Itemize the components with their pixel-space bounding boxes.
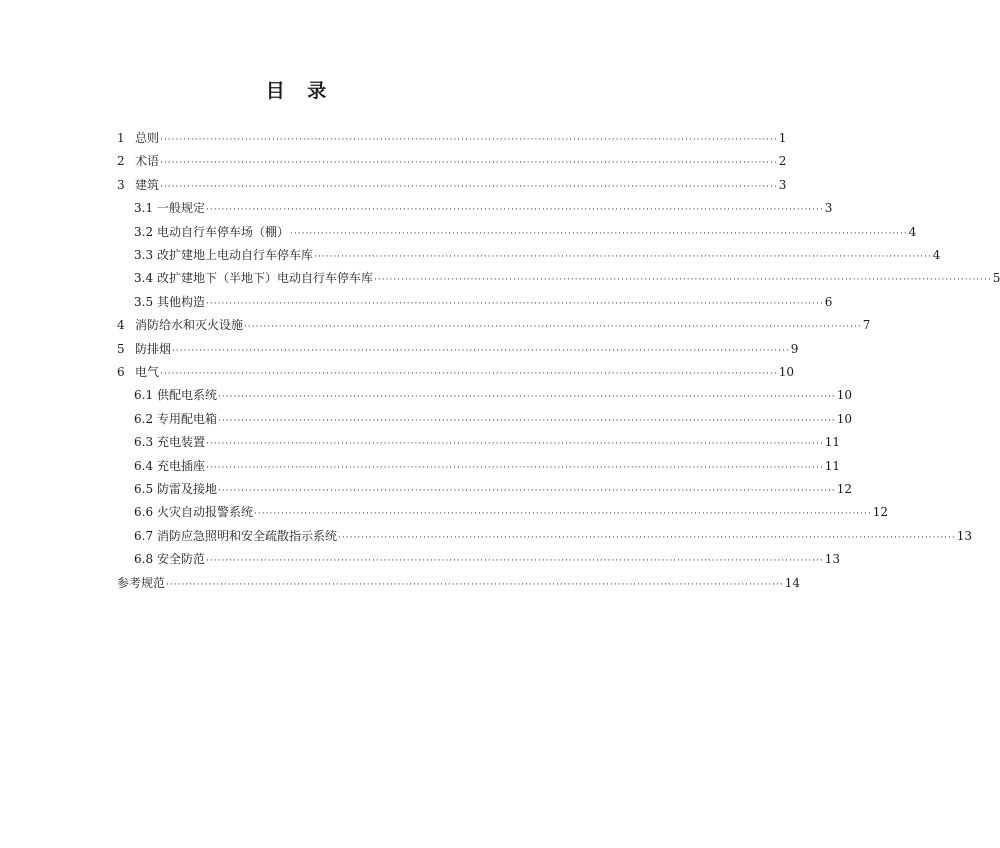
toc-leader-dots: ································································································································································ xyxy=(206,205,824,216)
toc-entry-number: 4 xyxy=(117,318,125,333)
toc-entry-label: 电气 xyxy=(135,365,160,379)
toc-entry[interactable] xyxy=(0,385,853,405)
toc-leader-dots: ································································································································································ xyxy=(160,369,778,379)
toc-leader-dots: ································································································································································ xyxy=(218,415,836,426)
toc-entry[interactable] xyxy=(0,432,841,452)
toc-leader-dots: ································································································································································ xyxy=(338,532,956,543)
toc-entry-page: 5 xyxy=(992,271,1000,286)
toc-leader-dots: ································································································································································ xyxy=(254,509,872,520)
toc-entry-number: 3.1 xyxy=(134,201,154,216)
toc-entry[interactable] xyxy=(0,245,941,265)
toc-leader-dots: ································································································································································ xyxy=(206,556,824,567)
toc-entry-page: 7 xyxy=(862,318,871,333)
toc-entry-label: 充电插座 xyxy=(157,458,206,473)
toc-leader-dots: ································································································································································ xyxy=(218,392,836,403)
toc-entry-label: 安全防范 xyxy=(157,552,206,567)
toc-title: 目 录 xyxy=(265,80,335,102)
toc-entry[interactable] xyxy=(0,292,833,312)
toc-entry[interactable] xyxy=(0,315,871,335)
toc-entry-number: 5 xyxy=(117,341,125,356)
toc-entry-label: 改扩建地上电动自行车停车库 xyxy=(157,248,314,262)
toc-entry[interactable] xyxy=(0,456,841,476)
toc-entry-label: 消防给水和灭火设施 xyxy=(135,318,244,333)
toc-entry-label: 术语 xyxy=(135,154,160,169)
toc-entry[interactable] xyxy=(0,175,787,195)
toc-leader-dots: ································································································································································ xyxy=(206,462,824,473)
toc-entry-label: 电动自行车停车场（棚） xyxy=(157,224,290,239)
toc-entry-page: 11 xyxy=(824,458,841,473)
toc-entry-page: 2 xyxy=(778,154,787,169)
toc-entry[interactable] xyxy=(0,526,973,546)
toc-entry-label: 防雷及接地 xyxy=(157,482,218,496)
toc-entry-page: 9 xyxy=(790,341,799,356)
toc-leader-dots: ································································································································································ xyxy=(166,579,784,590)
toc-entry-label: 充电装置 xyxy=(157,435,206,450)
toc-leader-dots: ································································································································································ xyxy=(160,181,778,192)
toc-entry[interactable] xyxy=(0,549,841,569)
toc-entry-page: 12 xyxy=(872,505,889,520)
toc-entry[interactable] xyxy=(0,151,787,171)
toc-entry[interactable] xyxy=(0,362,795,382)
toc-leader-dots: ································································································································································ xyxy=(160,135,778,145)
toc-entry-page: 10 xyxy=(778,365,795,379)
toc-entry-label: 建筑 xyxy=(135,177,160,192)
toc-entry-number: 6.1 xyxy=(134,388,154,403)
toc-entry[interactable] xyxy=(0,502,889,522)
toc-entry-label: 专用配电箱 xyxy=(157,411,218,426)
toc-entry-label: 参考规范 xyxy=(117,575,166,590)
toc-entry-page: 3 xyxy=(824,201,833,216)
toc-leader-dots: ································································································································································ xyxy=(244,322,862,333)
toc-entry-number: 6.3 xyxy=(134,435,154,450)
toc-entry-page: 10 xyxy=(836,388,853,403)
toc-leader-dots: ································································································································································ xyxy=(290,228,908,239)
toc-entry-page: 13 xyxy=(824,552,841,567)
toc-entry-number: 1 xyxy=(117,131,125,145)
toc-entry[interactable] xyxy=(0,409,853,429)
toc-entry-label: 防排烟 xyxy=(135,341,172,356)
toc-entry-page: 4 xyxy=(932,248,941,262)
toc-entry-number: 3 xyxy=(117,177,125,192)
toc-entry[interactable] xyxy=(0,573,801,593)
toc-entry-page: 4 xyxy=(908,224,917,239)
toc-entry-number: 3.4 xyxy=(134,271,154,286)
toc-entry-number: 6.7 xyxy=(134,528,154,543)
toc-entry-label: 消防应急照明和安全疏散指示系统 xyxy=(157,528,338,543)
toc-entry-page: 1 xyxy=(778,131,787,145)
toc-entry[interactable] xyxy=(0,339,799,359)
toc-entry-number: 6.5 xyxy=(134,482,154,496)
toc-leader-dots: ································································································································································ xyxy=(374,275,992,286)
toc-entry-label: 一般规定 xyxy=(157,201,206,216)
toc-entry[interactable] xyxy=(0,198,833,218)
toc-entry-label: 改扩建地下（半地下）电动自行车停车库 xyxy=(157,271,374,286)
toc-leader-dots: ································································································································································ xyxy=(206,439,824,450)
toc-entry-page: 11 xyxy=(824,435,841,450)
toc-entry-number: 6 xyxy=(117,365,125,379)
toc-entry-number: 6.4 xyxy=(134,458,154,473)
toc-entry[interactable] xyxy=(0,128,787,148)
toc-entry-page: 12 xyxy=(836,482,853,496)
toc-entry[interactable] xyxy=(0,222,917,242)
toc-entry-page: 3 xyxy=(778,177,787,192)
toc-entry-number: 6.6 xyxy=(134,505,154,520)
toc-entry-number: 6.2 xyxy=(134,411,154,426)
toc-leader-dots: ································································································································································ xyxy=(172,345,790,356)
toc-entry-page: 10 xyxy=(836,411,853,426)
toc-entry-page: 14 xyxy=(784,575,801,590)
toc-entry-label: 其他构造 xyxy=(157,294,206,309)
toc-entry-page: 6 xyxy=(824,294,833,309)
toc-entry-number: 3.3 xyxy=(134,248,154,262)
toc-leader-dots: ································································································································································ xyxy=(218,486,836,496)
toc-leader-dots: ································································································································································ xyxy=(314,252,932,262)
toc-leader-dots: ································································································································································ xyxy=(206,298,824,309)
toc-entry-number: 3.5 xyxy=(134,294,154,309)
toc-entry-page: 13 xyxy=(956,528,973,543)
toc-leader-dots: ································································································································································ xyxy=(160,158,778,169)
toc-entry[interactable] xyxy=(0,268,1000,288)
toc-entry-number: 3.2 xyxy=(134,224,154,239)
toc-entry-label: 供配电系统 xyxy=(157,388,218,403)
toc-entry-number: 2 xyxy=(117,154,125,169)
toc-entry-label: 火灾自动报警系统 xyxy=(157,505,254,520)
toc-entry-number: 6.8 xyxy=(134,552,154,567)
toc-entry-label: 总则 xyxy=(135,131,160,145)
toc-entry[interactable] xyxy=(0,479,853,499)
